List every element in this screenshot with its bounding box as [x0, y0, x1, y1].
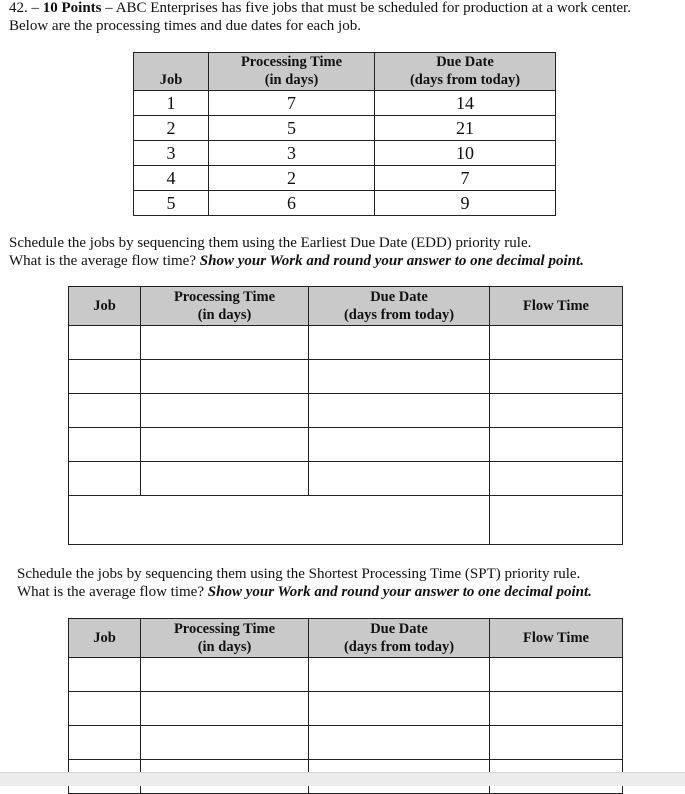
answer-cell[interactable] — [69, 462, 141, 496]
processing-cell: 6 — [209, 191, 375, 216]
due-cell: 7 — [375, 166, 556, 191]
table-row — [134, 166, 556, 191]
answer-cell[interactable] — [309, 428, 490, 462]
answer-cell[interactable] — [490, 658, 623, 692]
answer-cell[interactable] — [69, 360, 141, 394]
question-text: – ABC Enterprises has five jobs that must be scheduled for production at a work center. — [105, 0, 631, 16]
answer-cell[interactable] — [490, 692, 623, 726]
table-row — [69, 394, 623, 428]
answer-cell[interactable] — [309, 658, 490, 692]
answer-cell[interactable] — [69, 726, 141, 760]
answer-cell[interactable] — [309, 726, 490, 760]
table-row — [69, 360, 623, 394]
answer-cell[interactable] — [69, 658, 141, 692]
answer-cell[interactable] — [141, 394, 309, 428]
job-cell: 5 — [134, 191, 209, 216]
header-job: Job — [69, 619, 141, 658]
summary-flow-cell[interactable] — [490, 496, 623, 545]
table-row — [69, 428, 623, 462]
answer-cell[interactable] — [309, 394, 490, 428]
header-due-date: Due Date (days from today) — [375, 53, 556, 91]
processing-cell: 2 — [209, 166, 375, 191]
processing-cell: 5 — [209, 116, 375, 141]
answer-cell[interactable] — [490, 394, 623, 428]
answer-cell[interactable] — [490, 326, 623, 360]
table-row — [69, 462, 623, 496]
spt-prompt-line-2: What is the average flow time? Show your Work and round your answer to one decimal point. — [17, 584, 592, 600]
job-cell: 1 — [134, 91, 209, 116]
job-cell: 4 — [134, 166, 209, 191]
edd-prompt-line-2: What is the average flow time? Show your Work and round your answer to one decimal point. — [9, 253, 584, 269]
answer-cell[interactable] — [141, 692, 309, 726]
edd-prompt-line-1: Schedule the jobs by sequencing them using the Earliest Due Date (EDD) priority rule. — [9, 235, 532, 251]
answer-cell[interactable] — [141, 726, 309, 760]
header-flow-time: Flow Time — [490, 619, 623, 658]
answer-cell[interactable] — [490, 428, 623, 462]
header-processing-time: Processing Time (in days) — [141, 287, 309, 326]
answer-cell[interactable] — [141, 360, 309, 394]
edd-work-table — [68, 286, 623, 545]
table-row — [69, 692, 623, 726]
due-cell: 14 — [375, 91, 556, 116]
job-cell: 3 — [134, 141, 209, 166]
answer-cell[interactable] — [69, 692, 141, 726]
answer-cell[interactable] — [141, 658, 309, 692]
header-due-date: Due Date (days from today) — [309, 619, 490, 658]
answer-cell[interactable] — [309, 462, 490, 496]
processing-cell: 7 — [209, 91, 375, 116]
answer-cell[interactable] — [490, 360, 623, 394]
table-row — [134, 116, 556, 141]
answer-cell[interactable] — [309, 692, 490, 726]
header-job: Job — [134, 53, 209, 91]
answer-cell[interactable] — [490, 462, 623, 496]
header-processing-time: Processing Time (in days) — [141, 619, 309, 658]
question-line-2: Below are the processing times and due dates for each job. — [9, 18, 361, 34]
table-row — [134, 191, 556, 216]
table-row — [134, 91, 556, 116]
table-row — [134, 141, 556, 166]
answer-cell[interactable] — [490, 726, 623, 760]
table-row — [69, 658, 623, 692]
answer-cell[interactable] — [309, 360, 490, 394]
answer-cell[interactable] — [69, 394, 141, 428]
due-cell: 9 — [375, 191, 556, 216]
question-number: 42. — [9, 0, 28, 16]
spt-work-table — [68, 618, 623, 794]
summary-cell[interactable] — [69, 496, 490, 545]
header-job: Job — [69, 287, 141, 326]
question-line-1: 42. – 10 Points – ABC Enterprises has five jobs that must be scheduled for production at a work center. — [9, 0, 631, 16]
header-processing-time: Processing Time (in days) — [209, 53, 375, 91]
job-cell: 2 — [134, 116, 209, 141]
answer-cell[interactable] — [69, 428, 141, 462]
table-row — [69, 326, 623, 360]
window-bottom-bar — [0, 772, 685, 786]
header-due-date: Due Date (days from today) — [309, 287, 490, 326]
due-cell: 10 — [375, 141, 556, 166]
header-flow-time: Flow Time — [490, 287, 623, 326]
answer-cell[interactable] — [141, 326, 309, 360]
given-jobs-table — [133, 52, 556, 216]
answer-cell[interactable] — [141, 462, 309, 496]
due-cell: 21 — [375, 116, 556, 141]
processing-cell: 3 — [209, 141, 375, 166]
points-label: 10 Points — [42, 0, 102, 16]
table-row — [69, 726, 623, 760]
answer-cell[interactable] — [141, 428, 309, 462]
answer-cell[interactable] — [69, 326, 141, 360]
summary-row — [69, 496, 623, 545]
spt-prompt-line-1: Schedule the jobs by sequencing them using the Shortest Processing Time (SPT) priority rule. — [17, 566, 581, 582]
answer-cell[interactable] — [309, 326, 490, 360]
